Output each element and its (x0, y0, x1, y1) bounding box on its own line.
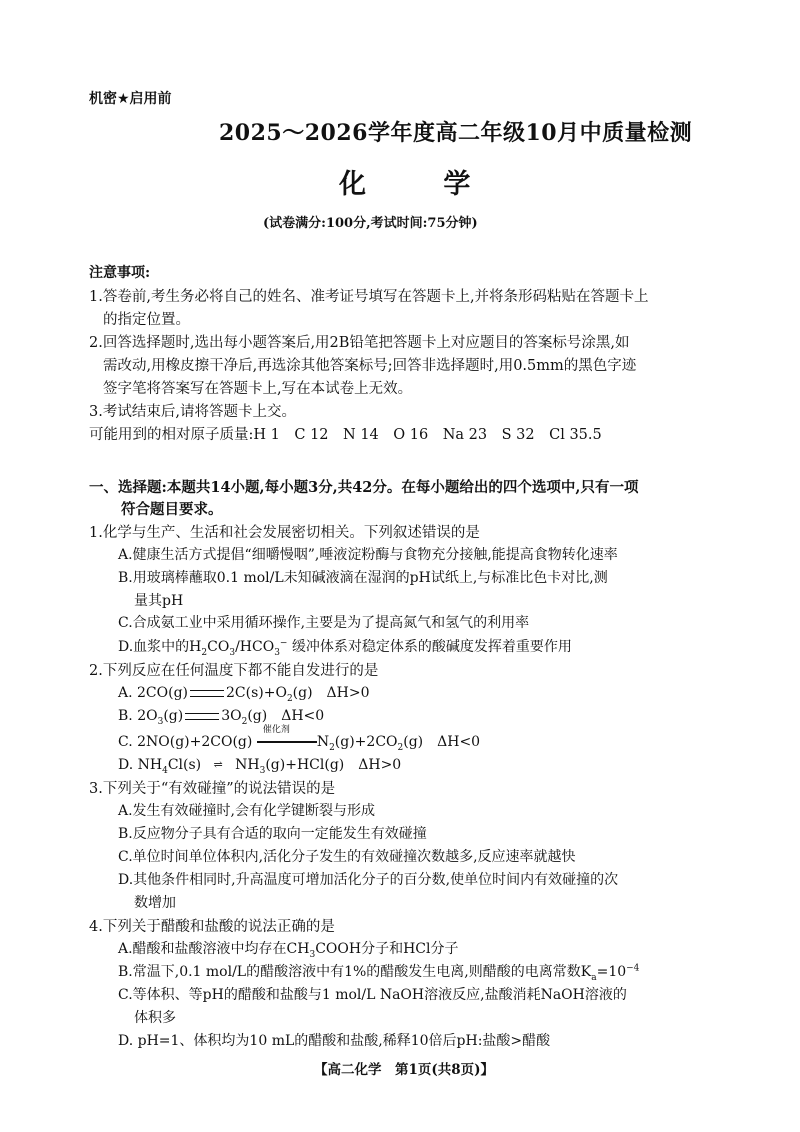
question-3-option-d: D.其他条件相同时,升高温度可增加活化分子的百分数,使单位时间内有效碰撞的次 (118, 872, 619, 888)
subject-title: 化 学 (339, 169, 505, 200)
question-4-option-c-cont: 体积多 (134, 1010, 176, 1026)
notice-line: 需改动,用橡皮擦干净后,再选涂其他答案标号;回答非选择题时,用0.5mm的黑色字迹 (103, 358, 637, 374)
question-4-option-c: C.等体积、等pH的醋酸和盐酸与1 mol/L NaOH溶液反应,盐酸消耗NaOH溶液的 (118, 987, 627, 1003)
atomic-mass-line: 可能用到的相对原子质量:H 1 C 12 N 14 O 16 Na 23 S 32 Cl 35.5 (89, 427, 602, 443)
confidential-label: 机密★启用前 (89, 91, 172, 107)
notice-line: 1.答卷前,考生务必将自己的姓名、准考证号填写在答题卡上,并将条形码粘贴在答题卡上 (89, 289, 649, 305)
reversible-arrow-icon: ⇌ (213, 758, 223, 771)
notice-line: 签字笔将答案写在答题卡上,写在本试卷上无效。 (103, 381, 413, 397)
question-4-option-a: A.醋酸和盐酸溶液中均存在$CH_3COOH$分子和HCl分子 (118, 941, 459, 960)
question-4-option-b: B.常温下,0.1 mol/L的醋酸溶液中有1%的醋酸发生电离,则醋酸的电离常数$K_a=10^{-4}$ (118, 963, 640, 983)
notice-line: 2.回答选择题时,选出每小题答案后,用2B铅笔把答题卡上对应题目的答案标号涂黑,如 (89, 335, 630, 351)
question-1-option-a: A.健康生活方式提倡“细嚼慢咽”,唾液淀粉酶与食物充分接触,能提高食物转化速率 (118, 547, 618, 563)
question-1-option-b-cont: 量其pH (134, 593, 184, 609)
section-heading-cont: 符合题目要求。 (121, 501, 223, 518)
page-footer: 【高二化学 第1页(共8页)】 (314, 1062, 495, 1078)
question-3-option-b: B.反应物分子具有合适的取向一定能发生有效碰撞 (118, 826, 427, 842)
question-2-option-b: B. $2O_3(g)$ $3O_2(g)$ ΔH<0 (118, 708, 325, 727)
question-2-option-a: A. 2CO(g) $2C(s)+O_2(g)$ ΔH>0 (118, 685, 370, 704)
question-3-option-d-cont: 数增加 (134, 895, 176, 911)
exam-meta: (试卷满分:100分,考试时间:75分钟) (263, 216, 478, 231)
question-3-option-c: C.单位时间单位体积内,活化分子发生的有效碰撞次数越多,反应速率就越快 (118, 849, 576, 865)
question-2-stem: 2.下列反应在任何温度下都不能自发进行的是 (89, 663, 379, 679)
notice-heading: 注意事项: (89, 265, 151, 281)
exam-title: 2025～2026学年度高二年级10月中质量检测 (219, 120, 693, 146)
question-1-option-b: B.用玻璃棒蘸取0.1 mol/L未知碱液滴在湿润的pH试纸上,与标准比色卡对比,测 (118, 570, 608, 586)
question-2-option-d: D. $NH_4Cl(s)$ ⇌ $NH_3(g)+HCl(g)$ ΔH>0 (118, 757, 402, 776)
notice-line: 的指定位置。 (103, 312, 190, 328)
question-3-stem: 3.下列关于“有效碰撞”的说法错误的是 (89, 781, 336, 797)
section-heading: 一、选择题:本题共14小题,每小题3分,共42分。在每小题给出的四个选项中,只有一项 (89, 479, 639, 496)
notice-line: 3.考试结束后,请将答题卡上交。 (89, 404, 296, 420)
equals-arrow-icon (190, 690, 224, 697)
equals-arrow-icon (185, 713, 219, 720)
question-2-option-c: C. 2NO(g)+2CO(g) 催化剂 $N_2(g)+2CO_2(g)$ ΔH<0 (118, 725, 481, 753)
catalyst-arrow-icon: 催化剂 (257, 735, 317, 749)
question-1-option-c: C.合成氨工业中采用循环操作,主要是为了提高氮气和氢气的利用率 (118, 615, 530, 631)
question-3-option-a: A.发生有效碰撞时,会有化学键断裂与形成 (118, 803, 376, 819)
question-1-stem: 1.化学与生产、生活和社会发展密切相关。下列叙述错误的是 (89, 525, 480, 541)
question-4-stem: 4.下列关于醋酸和盐酸的说法正确的是 (89, 919, 335, 935)
question-4-option-d: D. pH=1、体积均为10 mL的醋酸和盐酸,稀释10倍后pH:盐酸>醋酸 (118, 1033, 551, 1049)
question-1-option-d: D.血浆中的$H_2CO_3/HCO_3^-$ 缓冲体系对稳定体系的酸碱度发挥着重要作用 (118, 638, 572, 658)
